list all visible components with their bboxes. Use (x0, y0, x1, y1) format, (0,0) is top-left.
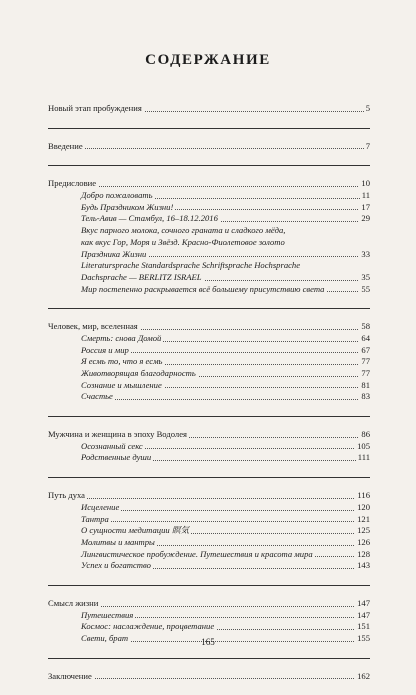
toc-chapter-entry (48, 178, 370, 190)
toc-entry-page: 67 (361, 344, 370, 355)
toc-subentry (48, 249, 370, 261)
dot-leader (81, 399, 370, 400)
toc-subentry (48, 452, 370, 464)
dot-leader (48, 678, 370, 679)
toc-entry-page: 5 (365, 103, 370, 113)
dot-leader (81, 521, 370, 522)
toc-section (48, 429, 370, 464)
section-divider (48, 416, 370, 417)
toc-chapter-entry (48, 321, 370, 333)
toc-entry-title: Человек, мир, вселенная (48, 321, 138, 332)
toc-subentry (48, 237, 370, 249)
toc-entry-page: 64 (361, 332, 370, 343)
toc-entry-page: 81 (361, 379, 370, 390)
toc-entry-title: Мир постепенно раскрывается всё большему присутствию света (81, 283, 325, 294)
toc-entry-title: Россия и мир (81, 344, 129, 355)
toc-entry-title: Свети, брат (81, 633, 129, 643)
toc-entry-title: Молитвы и мантры (81, 536, 155, 547)
toc-entry-title: Введение (48, 140, 83, 151)
toc-subentry (48, 610, 370, 622)
section-divider (48, 658, 370, 659)
toc-entry-title: Путь духа (48, 490, 85, 501)
toc-subentry (48, 202, 370, 214)
toc-subentry (48, 621, 370, 633)
toc-subentry (48, 560, 370, 572)
toc-entry-page: 55 (361, 283, 370, 294)
toc-subentry (48, 391, 370, 403)
toc-subentry (48, 502, 370, 514)
toc-entry-title: Будь Праздником Жизни! (81, 201, 174, 212)
page-title: СОДЕРЖАНИЕ (145, 52, 271, 68)
toc-section (48, 321, 370, 403)
toc-entry-page: 147 (357, 609, 370, 620)
toc-entry-page: 86 (361, 429, 370, 440)
page-number: 165 (201, 637, 215, 647)
toc-entry-page: 128 (357, 548, 370, 559)
toc-entry-title: Смысл жизни (48, 597, 99, 608)
toc-entry-title: Вкус парного молока, сочного граната и сладкого мёда, (81, 225, 286, 236)
toc-entry-page: 11 (361, 190, 370, 201)
toc-entry-title: Родственные души (81, 452, 152, 463)
toc-section (48, 103, 370, 115)
toc-entry-page: 58 (361, 321, 370, 332)
toc-entry-page: 7 (365, 140, 370, 151)
section-divider (48, 128, 370, 129)
toc-entry-title: Dachsprache — BERLITZ ISRAEL (81, 271, 202, 282)
section-divider (48, 165, 370, 166)
toc-entry-title: Сознание и мышление (81, 379, 162, 390)
toc-entry-page: 151 (357, 621, 370, 632)
toc-section (48, 671, 370, 683)
toc-chapter-entry (48, 141, 370, 153)
toc-chapter-entry (48, 490, 370, 502)
toc-subentry (48, 380, 370, 392)
toc-subentry (48, 333, 370, 345)
toc-subentry (48, 441, 370, 453)
dot-leader (48, 148, 370, 149)
toc-entry-page: 143 (357, 560, 370, 571)
toc-entry-title: как вкус Гор, Моря и Звёзд. Красно-Фиолетовое золото (81, 236, 285, 247)
toc-entry-title: Смерть: снова Домой (81, 332, 162, 343)
toc-entry-title: Предисловие (48, 178, 97, 189)
toc-entry-page: 116 (357, 490, 370, 501)
dot-leader (81, 510, 370, 511)
section-divider (48, 308, 370, 309)
toc-entry-title: Праздника Жизни (81, 248, 147, 259)
toc-subentry (48, 368, 370, 380)
section-divider (48, 477, 370, 478)
toc-entry-title: О сущности медитации 瞑気 (81, 525, 190, 536)
toc-entry-page: 105 (357, 440, 370, 451)
toc-entry-title: Исцеление (81, 501, 120, 512)
toc-entry-page: 10 (361, 178, 370, 189)
toc-entry-page: 125 (357, 525, 370, 536)
toc-entry-page: 162 (357, 670, 370, 681)
toc-subentry (48, 213, 370, 225)
toc-subentry (48, 356, 370, 368)
toc-entry-page: 77 (361, 356, 370, 367)
toc-entry-title: Животворящая благодарность (81, 368, 196, 378)
section-divider (48, 585, 370, 586)
toc-entry-page: 35 (361, 271, 370, 282)
toc-entry-title: Мужчина и женщина в эпоху Водолея (48, 429, 187, 440)
toc-entry-title: Осознанный секс (81, 440, 143, 451)
table-of-contents (48, 103, 370, 695)
toc-subentry (48, 537, 370, 549)
toc-subentry (48, 284, 370, 296)
toc-entry-title: Literatursprache Standardsprache Schriftsprache Hochsprache (81, 260, 301, 271)
toc-subentry (48, 345, 370, 357)
toc-chapter-entry (48, 103, 370, 115)
toc-entry-title: Добро пожаловать (81, 190, 153, 201)
toc-entry-page: 155 (357, 633, 370, 643)
toc-entry-title: Заключение (48, 670, 92, 681)
toc-entry-title: Тель-Авив — Стамбул, 16–18.12.2016 (81, 213, 218, 224)
toc-section (48, 490, 370, 572)
toc-chapter-entry (48, 671, 370, 683)
toc-subentry (48, 525, 370, 537)
toc-subentry (48, 272, 370, 284)
toc-entry-page: 120 (357, 501, 370, 512)
toc-subentry (48, 549, 370, 561)
toc-entry-title: Космос: наслаждение, процветание (81, 621, 215, 632)
toc-entry-title: Новый этап пробуждения (48, 103, 142, 113)
toc-entry-title: Счастье (81, 391, 113, 402)
toc-subentry (48, 514, 370, 526)
toc-entry-page: 33 (361, 248, 370, 259)
toc-section (48, 141, 370, 153)
toc-entry-title: Лингвистическое пробуждение. Путешествия и красота мира (81, 548, 313, 559)
toc-subentry (48, 225, 370, 237)
dot-leader (48, 498, 370, 499)
toc-entry-page: 147 (357, 597, 370, 608)
toc-subentry (48, 190, 370, 202)
toc-entry-page: 121 (357, 513, 370, 524)
toc-entry-title: Я есмь то, что я есмь (81, 356, 163, 367)
toc-entry-title: Путешествия (81, 609, 134, 620)
toc-chapter-entry (48, 429, 370, 441)
toc-entry-page: 17 (361, 201, 370, 212)
toc-entry-page: 111 (357, 452, 370, 463)
toc-section (48, 178, 370, 295)
toc-entry-title: Успех и богатство (81, 560, 151, 571)
toc-entry-page: 77 (361, 368, 370, 378)
toc-entry-title: Тантра (81, 513, 109, 524)
toc-chapter-entry (48, 598, 370, 610)
toc-entry-page: 126 (357, 536, 370, 547)
toc-entry-page: 29 (361, 213, 370, 224)
toc-subentry (48, 260, 370, 272)
toc-entry-page: 83 (361, 391, 370, 402)
